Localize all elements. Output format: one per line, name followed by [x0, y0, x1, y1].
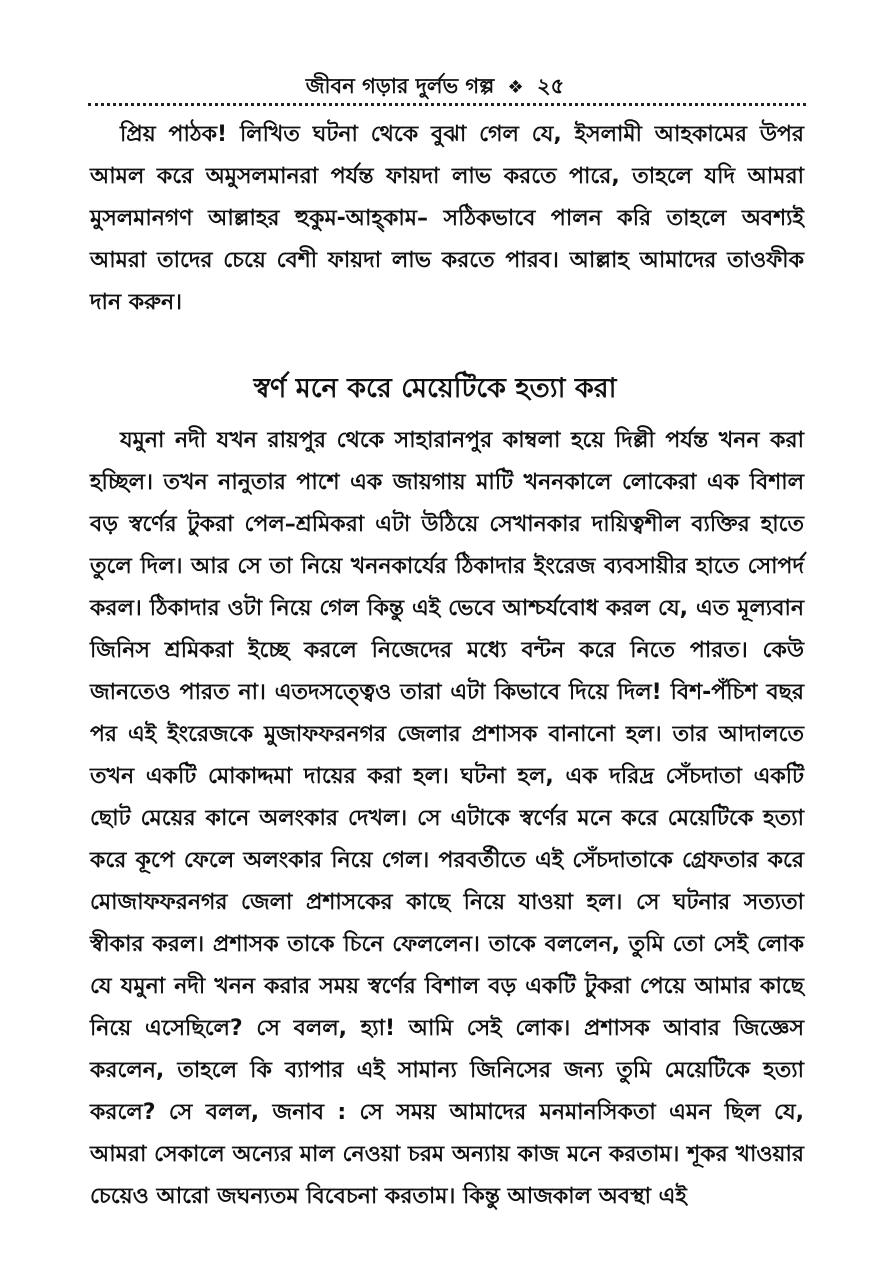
header-dotted-divider: [88, 103, 806, 106]
intro-paragraph: [90, 114, 804, 324]
intro-paragraph-text: প্রিয় পাঠক! লিখিত ঘটনা থেকে বুঝা গেল যে, ইসলামী আহকামের উপর আমল করে অমুসলমানরা পর্যন্ত ফায়দা লাভ করতে পারে, তাহলে যদি আমরা মুসলমানগণ আল্লাহর হুকুম-আহ্কাম– সঠিকভাবে পালন করি তাহলে অবশ্যই আমরা তাদের চেয়ে বেশী ফায়দা লাভ করতে পারব। আল্লাহ আমাদের তাওফীক দান করুন।: [90, 122, 804, 315]
story-title: স্বর্ণ মনে করে মেয়েটিকে হত্যা করা: [253, 373, 617, 404]
ornament-icon: ❖: [507, 77, 524, 98]
story-paragraph: [90, 420, 804, 1218]
book-title: জীবন গড়ার দুর্লভ গল্প: [305, 74, 495, 98]
story-paragraph-text: যমুনা নদী যখন রায়পুর থেকে সাহারানপুর কাম্বলা হয়ে দিল্লী পর্যন্ত খনন করা হচ্ছিল। তখন নানুতার পাশে এক জায়গায় মাটি খননকালে লোকেরা এক বিশাল বড় স্বর্ণের টুকরা পেল–শ্রমিকরা এটা উঠিয়ে সেখানকার দায়িত্বশীল ব্যক্তির হাতে তুলে দিল। আর সে তা নিয়ে খননকার্যের ঠিকাদার ইংরেজ ব্যবসায়ীর হাতে সোপর্দ করল। ঠিকাদার ওটা নিয়ে গেল কিন্তু এই ভেবে আশ্চর্যবোধ করল যে, এত মূল্যবান জিনিস শ্রমিকরা ইচ্ছে করলে নিজেদের মধ্যে বন্টন করে নিতে পারত। কেউ জানতেও পারত না। এতদসত্ত্বেও তারা এটা কিভাবে দিয়ে দিল! বিশ-পঁচিশ বছর পর এই ইংরেজকে মুজাফফরনগর জেলার প্রশাসক বানানো হল। তার আদালতে তখন একটি মোকাদ্দমা দায়ের করা হল। ঘটনা হল, এক দরিদ্র সেঁচদাতা একটি ছোট মেয়ের কানে অলংকার দেখল। সে এটাকে স্বর্ণের মনে করে মেয়েটিকে হত্যা করে কূপে ফেলে অলংকার নিয়ে গেল। পরবর্তীতে এই সেঁচদাতাকে গ্রেফতার করে মোজাফফরনগর জেলা প্রশাসকের কাছে নিয়ে যাওয়া হল। সে ঘটনার সত্যতা স্বীকার করল। প্রশাসক তাকে চিনে ফেললেন। তাকে বললেন, তুমি তো সেই লোক যে যমুনা নদী খনন করার সময় স্বর্ণের বিশাল বড় একটি টুকরা পেয়ে আমার কাছে নিয়ে এসেছিলে? সে বলল, হ্যা! আমি সেই লোক। প্রশাসক আবার জিজ্ঞেস করলেন, তাহলে কি ব্যাপার এই সামান্য জিনিসের জন্য তুমি মেয়েটিকে হত্যা করলে? সে বলল, জনাব : সে সময় আমাদের মনমানসিকতা এমন ছিল যে, আমরা সেকালে অন্যের মাল নেওয়া চরম অন্যায় কাজ মনে করতাম। শূকর খাওয়ার চেয়েও আরো জঘন্যতম বিবেচনা করতাম। কিন্তু আজকাল অবস্থা এই: [90, 428, 804, 1209]
page-number: ২৫: [536, 74, 565, 98]
running-header: [0, 70, 870, 105]
